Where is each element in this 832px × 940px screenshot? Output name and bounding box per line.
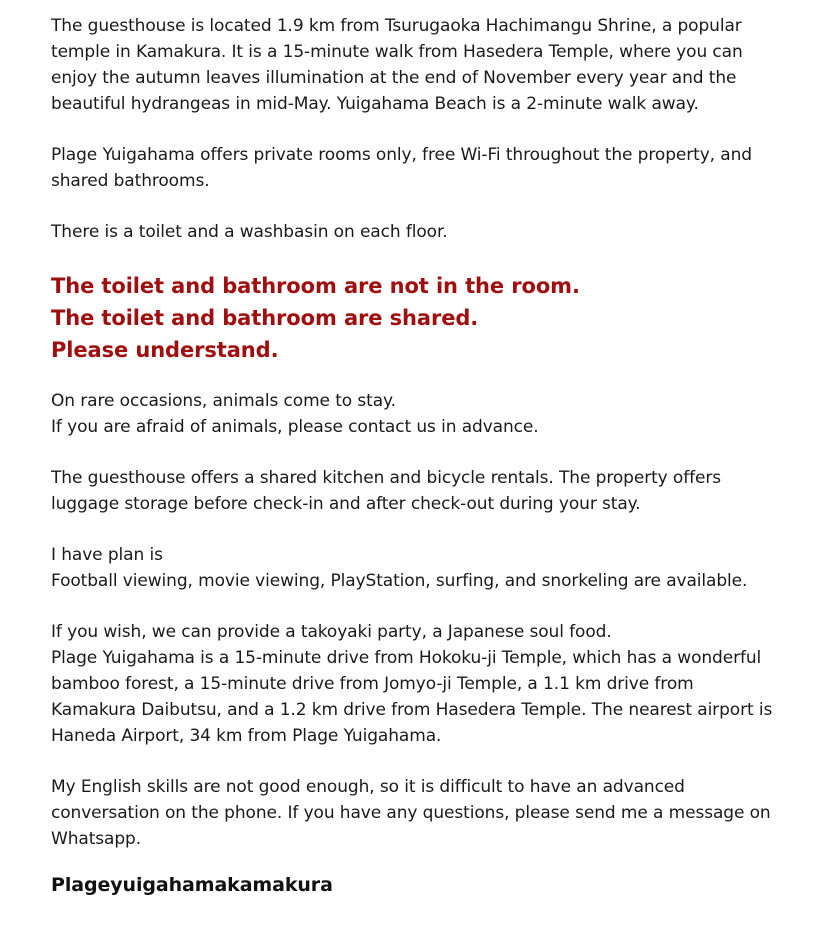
nearby-paragraph bbox=[51, 619, 821, 749]
facilities-paragraph bbox=[51, 219, 821, 245]
text-line: temple in Kamakura. It is a 15-minute walk from Hasedera Temple, where you can bbox=[51, 42, 743, 62]
text-line: If you wish, we can provide a takoyaki party, a Japanese soul food. bbox=[51, 622, 612, 642]
text-line: conversation on the phone. If you have any questions, please send me a message on bbox=[51, 803, 771, 823]
text-line: shared bathrooms. bbox=[51, 171, 210, 191]
text-line: Kamakura Daibutsu, and a 1.2 km drive from Hasedera Temple. The nearest airport is bbox=[51, 700, 773, 720]
animals-paragraph bbox=[51, 388, 821, 440]
text-line: beautiful hydrangeas in mid-May. Yuigahama Beach is a 2-minute walk away. bbox=[51, 94, 699, 114]
text-line: bamboo forest, a 15-minute drive from Jomyo-ji Temple, a 1.1 km drive from bbox=[51, 674, 694, 694]
warning-line: The toilet and bathroom are shared. bbox=[51, 306, 479, 330]
text-line: Whatsapp. bbox=[51, 829, 142, 849]
activities-paragraph bbox=[51, 542, 821, 594]
shared-bathroom-warning bbox=[51, 270, 821, 366]
text-line: There is a toilet and a washbasin on each floor. bbox=[51, 222, 448, 242]
text-line: Plage Yuigahama offers private rooms only, free Wi-Fi throughout the property, and bbox=[51, 145, 752, 165]
kitchen-paragraph bbox=[51, 465, 821, 517]
text-line: Football viewing, movie viewing, PlayStation, surfing, and snorkeling are available. bbox=[51, 571, 748, 591]
rooms-paragraph bbox=[51, 142, 821, 194]
contact-paragraph bbox=[51, 774, 821, 852]
text-line: My English skills are not good enough, so it is difficult to have an advanced bbox=[51, 777, 685, 797]
warning-line: The toilet and bathroom are not in the room. bbox=[51, 274, 580, 298]
text-line: The guesthouse offers a shared kitchen and bicycle rentals. The property offers bbox=[51, 468, 721, 488]
text-line: If you are afraid of animals, please contact us in advance. bbox=[51, 417, 539, 437]
warning-line: Please understand. bbox=[51, 338, 279, 362]
text-line: I have plan is bbox=[51, 545, 163, 565]
property-description bbox=[51, 13, 821, 877]
text-line: Haneda Airport, 34 km from Plage Yuigahama. bbox=[51, 726, 442, 746]
whatsapp-id: Plageyuigahamakamakura bbox=[51, 874, 333, 896]
text-line: enjoy the autumn leaves illumination at the end of November every year and the bbox=[51, 68, 737, 88]
text-line: luggage storage before check-in and after check-out during your stay. bbox=[51, 494, 641, 514]
text-line: Plage Yuigahama is a 15-minute drive from Hokoku-ji Temple, which has a wonderful bbox=[51, 648, 762, 668]
location-paragraph bbox=[51, 13, 821, 117]
text-line: The guesthouse is located 1.9 km from Tsurugaoka Hachimangu Shrine, a popular bbox=[51, 16, 742, 36]
text-line: On rare occasions, animals come to stay. bbox=[51, 391, 396, 411]
